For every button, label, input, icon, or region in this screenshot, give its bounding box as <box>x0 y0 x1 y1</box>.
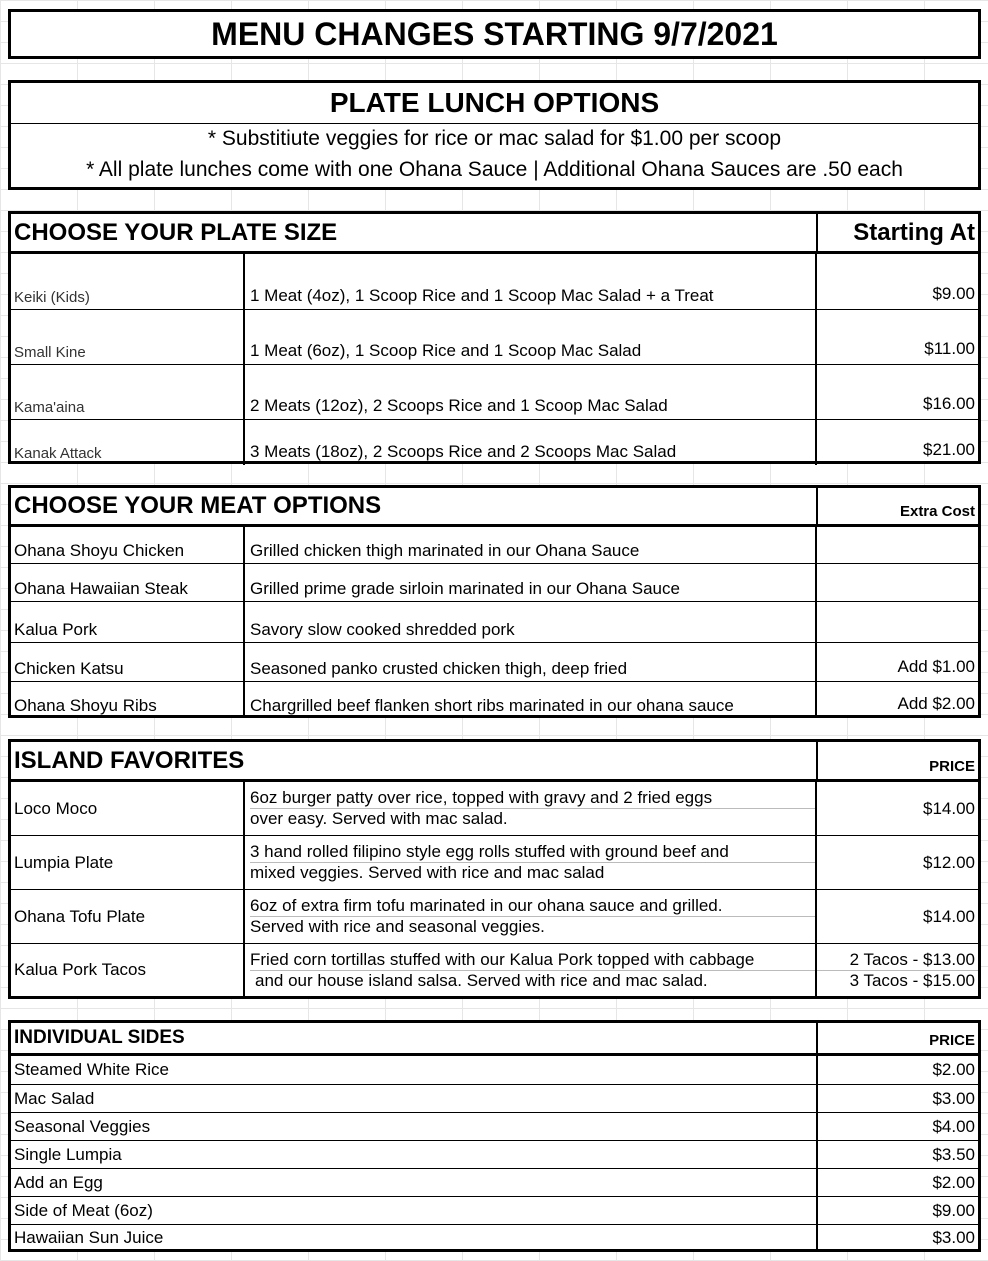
favorite-name: Kalua Pork Tacos <box>14 960 146 979</box>
page-title: MENU CHANGES STARTING 9/7/2021 <box>211 15 778 52</box>
side-name: Steamed White Rice <box>14 1060 169 1079</box>
list-item <box>11 1168 978 1196</box>
plate-size-name: Small Kine <box>14 344 86 361</box>
table-row <box>11 309 978 364</box>
sides-block <box>8 1020 981 1252</box>
favorite-price: $12.00 <box>815 836 978 889</box>
meat-desc: Grilled prime grade sirloin marinated in our Ohana Sauce <box>243 564 815 601</box>
meat-name: Ohana Hawaiian Steak <box>14 579 188 598</box>
note-substitute: * Substitiute veggies for rice or mac salad for $1.00 per scoop <box>207 127 782 150</box>
plate-size-desc: 1 Meat (4oz), 1 Scoop Rice and 1 Scoop Mac Salad + a Treat <box>243 254 815 309</box>
meat-price <box>815 602 978 642</box>
meat-name: Chicken Katsu <box>14 659 124 678</box>
table-row <box>11 527 978 563</box>
favorite-desc-line2: Served with rice and seasonal veggies. <box>250 916 815 937</box>
note-ohana-sauce: * All plate lunches come with one Ohana Sauce | Additional Ohana Sauces are .50 each <box>86 158 903 181</box>
title-block <box>8 9 981 59</box>
plate-lunch-block <box>8 80 981 190</box>
list-item <box>11 1224 978 1251</box>
plate-size-price: $9.00 <box>815 254 978 309</box>
favorite-price <box>815 944 978 996</box>
sides-price-heading: PRICE <box>816 1023 979 1053</box>
side-price: $4.00 <box>816 1113 979 1140</box>
favorite-desc-line2: mixed veggies. Served with rice and mac salad <box>250 862 815 883</box>
favorite-name: Loco Moco <box>14 798 98 818</box>
table-row <box>11 364 978 419</box>
table-row <box>11 601 978 642</box>
meat-options-price-heading: Extra Cost <box>816 488 979 524</box>
favorite-desc <box>243 944 815 996</box>
plate-size-name: Kama'aina <box>14 399 85 416</box>
side-name: Hawaiian Sun Juice <box>14 1228 164 1247</box>
plate-size-name: Keiki (Kids) <box>14 289 90 306</box>
list-item <box>11 1112 978 1140</box>
table-row <box>11 681 978 718</box>
favorite-price: $14.00 <box>815 890 978 943</box>
favorite-desc-line1: 3 hand rolled filipino style egg rolls stuffed with ground beef and <box>250 842 729 861</box>
favorite-price-line1: 2 Tacos - $13.00 <box>849 949 975 969</box>
side-price: $3.50 <box>816 1141 979 1168</box>
meat-name: Ohana Shoyu Ribs <box>14 696 157 715</box>
island-favorites-price-heading: PRICE <box>816 742 979 779</box>
meat-price <box>815 564 978 601</box>
table-row <box>11 563 978 601</box>
meat-desc: Grilled chicken thigh marinated in our Ohana Sauce <box>243 527 815 563</box>
list-item <box>11 1196 978 1224</box>
meat-name: Ohana Shoyu Chicken <box>14 541 185 560</box>
meat-desc: Seasoned panko crusted chicken thigh, deep fried <box>243 643 815 681</box>
side-name: Side of Meat (6oz) <box>14 1200 153 1220</box>
plate-size-price: $11.00 <box>815 310 978 364</box>
list-item <box>11 1056 978 1084</box>
side-name: Single Lumpia <box>14 1144 122 1164</box>
list-item <box>11 1084 978 1112</box>
plate-size-desc: 1 Meat (6oz), 1 Scoop Rice and 1 Scoop Mac Salad <box>243 310 815 364</box>
table-row <box>11 889 978 943</box>
favorite-desc <box>243 782 815 835</box>
table-row <box>11 835 978 889</box>
side-price: $3.00 <box>816 1085 979 1112</box>
table-row <box>11 782 978 835</box>
table-row <box>11 254 978 309</box>
list-item <box>11 1140 978 1168</box>
plate-lunch-title: PLATE LUNCH OPTIONS <box>329 87 660 118</box>
side-name: Seasonal Veggies <box>14 1116 151 1136</box>
side-price: $3.00 <box>816 1225 979 1251</box>
favorite-desc-line2: over easy. Served with mac salad. <box>250 808 815 829</box>
plate-size-desc: 2 Meats (12oz), 2 Scoops Rice and 1 Scoop Mac Salad <box>243 365 815 419</box>
plate-size-price: $16.00 <box>815 365 978 419</box>
plate-size-price: $21.00 <box>815 420 978 465</box>
favorite-desc-line1: 6oz burger patty over rice, topped with gravy and 2 fried eggs <box>250 788 713 807</box>
meat-desc: Savory slow cooked shredded pork <box>243 602 815 642</box>
plate-size-desc: 3 Meats (18oz), 2 Scoops Rice and 2 Scoops Mac Salad <box>243 420 815 465</box>
side-price: $9.00 <box>816 1197 979 1224</box>
table-row <box>11 642 978 681</box>
meat-price: Add $1.00 <box>815 643 978 681</box>
side-price: $2.00 <box>816 1056 979 1084</box>
side-name: Add an Egg <box>14 1172 103 1192</box>
side-name: Mac Salad <box>14 1088 95 1108</box>
plate-size-name: Kanak Attack <box>14 445 102 462</box>
favorite-desc-line2: and our house island salsa. Served with rice and mac salad. <box>250 970 815 991</box>
favorite-name: Lumpia Plate <box>14 852 114 872</box>
favorite-desc-line1: 6oz of extra firm tofu marinated in our ohana sauce and grilled. <box>250 896 723 915</box>
island-favorites-heading: ISLAND FAVORITES <box>14 746 245 774</box>
meat-desc: Chargrilled beef flanken short ribs marinated in our ohana sauce <box>243 682 815 718</box>
meat-price: Add $2.00 <box>815 682 978 718</box>
favorite-price-line2: 3 Tacos - $15.00 <box>817 970 978 991</box>
meat-price <box>815 527 978 563</box>
table-row <box>11 943 978 996</box>
meat-name: Kalua Pork <box>14 620 98 639</box>
meat-options-heading: CHOOSE YOUR MEAT OPTIONS <box>14 492 382 519</box>
favorite-desc <box>243 836 815 889</box>
plate-size-price-heading: Starting At <box>816 214 979 251</box>
side-price: $2.00 <box>816 1169 979 1196</box>
table-row <box>11 419 978 465</box>
sides-heading: INDIVIDUAL SIDES <box>14 1027 185 1048</box>
plate-size-block <box>8 211 981 464</box>
favorite-price: $14.00 <box>815 782 978 835</box>
favorite-desc <box>243 890 815 943</box>
island-favorites-block <box>8 739 981 999</box>
meat-options-block <box>8 485 981 718</box>
favorite-name: Ohana Tofu Plate <box>14 906 146 926</box>
plate-size-heading: CHOOSE YOUR PLATE SIZE <box>14 218 338 246</box>
favorite-desc-line1: Fried corn tortillas stuffed with our Kalua Pork topped with cabbage <box>250 949 755 969</box>
